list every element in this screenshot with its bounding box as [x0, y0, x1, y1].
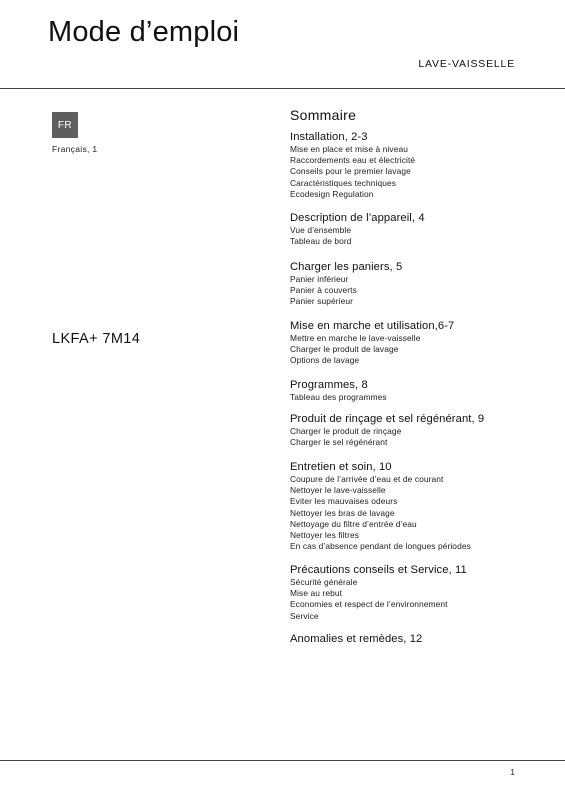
toc-section-precautions — [290, 563, 540, 622]
toc-item[interactable]: Economies et respect de l’environnement — [290, 599, 448, 610]
toc-item[interactable]: Mise en place et mise à niveau — [290, 144, 408, 154]
toc-item[interactable]: Charger le produit de lavage — [290, 344, 399, 355]
toc-section-paniers — [290, 260, 540, 308]
toc-item[interactable]: Tableau de bord — [290, 236, 352, 247]
toc-item[interactable]: Nettoyage du filtre d’entrée d’eau — [290, 518, 417, 529]
language-badge[interactable]: FR — [52, 112, 78, 138]
toc-item[interactable]: Ecodesign Regulation — [290, 188, 374, 199]
toc-item[interactable]: Service — [290, 610, 319, 621]
page-number: 1 — [510, 767, 515, 777]
toc-item[interactable]: Caractéristiques techniques — [290, 177, 397, 188]
footer-divider — [0, 760, 565, 761]
toc-section-title[interactable]: Installation, 2-3 — [290, 131, 368, 143]
toc-section-title[interactable]: Anomalies et remèdes, 12 — [290, 633, 423, 645]
model-number: LKFA+ 7M14 — [52, 331, 141, 347]
toc-section-title[interactable]: Précautions conseils et Service, 11 — [290, 564, 467, 576]
toc-item[interactable]: Panier supérieur — [290, 296, 354, 307]
header-divider — [0, 88, 565, 89]
toc-section-rincage — [290, 412, 540, 448]
toc-item[interactable]: Eviter les mauvaises odeurs — [290, 496, 398, 507]
toc-item[interactable]: Charger le produit de rinçage — [290, 426, 402, 436]
toc-section-title[interactable]: Produit de rinçage et sel régénérant, 9 — [290, 413, 485, 425]
toc-item[interactable]: Panier à couverts — [290, 285, 357, 296]
toc-heading: Sommaire — [290, 107, 357, 123]
toc-item[interactable]: Tableau des programmes — [290, 392, 387, 402]
toc-section-programmes — [290, 378, 540, 403]
toc-item[interactable]: Mettre en marche le lave-vaisselle — [290, 333, 421, 343]
toc-section-title[interactable]: Entretien et soin, 10 — [290, 461, 392, 473]
toc-item[interactable]: Panier inférieur — [290, 274, 349, 284]
toc-item[interactable]: Raccordements eau et électricité — [290, 155, 416, 166]
toc-section-title[interactable]: Charger les paniers, 5 — [290, 261, 403, 273]
toc-item[interactable]: Sécurité générale — [290, 577, 358, 587]
toc-section-mise-en-marche — [290, 319, 540, 367]
toc-section-title[interactable]: Mise en marche et utilisation,6-7 — [290, 320, 455, 332]
toc-item[interactable]: Conseils pour le premier lavage — [290, 166, 411, 177]
toc-item[interactable]: Nettoyer les bras de lavage — [290, 507, 395, 518]
language-label: Français, 1 — [52, 144, 98, 154]
toc-item[interactable]: Charger le sel régénérant — [290, 437, 388, 448]
toc-section-title[interactable]: Programmes, 8 — [290, 379, 368, 391]
toc-item[interactable]: Vue d’ensemble — [290, 225, 352, 235]
toc-item[interactable]: En cas d’absence pendant de longues périodes — [290, 541, 471, 552]
toc-section-entretien — [290, 460, 540, 552]
manual-title: Mode d’emploi — [48, 16, 240, 48]
toc-section-anomalies — [290, 632, 540, 646]
product-category: LAVE-VAISSELLE — [418, 58, 515, 70]
toc-item[interactable]: Options de lavage — [290, 355, 360, 366]
toc-section-installation — [290, 130, 540, 200]
toc-section-title[interactable]: Description de l’appareil, 4 — [290, 212, 425, 224]
toc-item[interactable]: Nettoyer les filtres — [290, 530, 360, 541]
toc-item[interactable]: Nettoyer le lave-vaisselle — [290, 485, 386, 496]
toc-item[interactable]: Coupure de l’arrivée d’eau et de courant — [290, 474, 444, 484]
toc-item[interactable]: Mise au rebut — [290, 588, 343, 599]
toc-section-description — [290, 211, 540, 247]
